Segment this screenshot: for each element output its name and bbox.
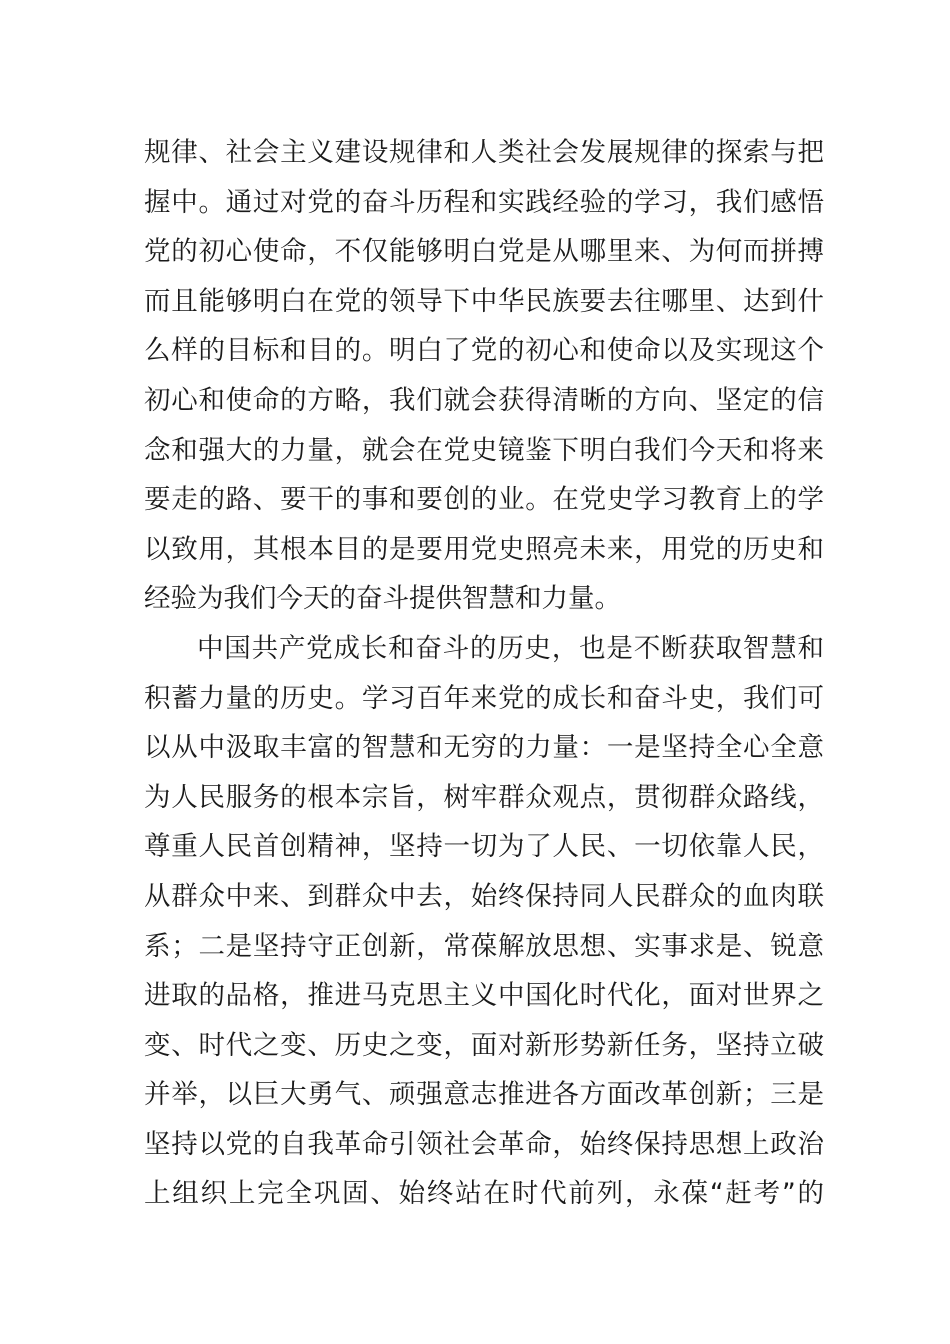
text-line: 而且能够明白在党的领导下中华民族要去往哪里、达到什 xyxy=(144,285,824,317)
text-line: 上组织上完全巩固、始终站在时代前列，永葆“赶考”的 xyxy=(144,1178,824,1210)
paragraph-first-line: 中国共产党成长和奋斗的历史，也是不断获取智慧和 xyxy=(197,632,824,664)
text-line: 要走的路、要干的事和要创的业。在党史学习教育上的学 xyxy=(144,484,824,516)
text-line: 变、时代之变、历史之变，面对新形势新任务，坚持立破 xyxy=(144,1029,824,1061)
text-line: 为人民服务的根本宗旨，树牢群众观点，贯彻群众路线， xyxy=(144,781,824,813)
text-line: 并举，以巨大勇气、顽强意志推进各方面改革创新；三是 xyxy=(144,1079,824,1111)
text-line: 党的初心使命，不仅能够明白党是从哪里来、为何而拼搏 xyxy=(144,236,824,268)
text-line: 规律、社会主义建设规律和人类社会发展规律的探索与把 xyxy=(144,137,824,168)
text-line: 尊重人民首创精神，坚持一切为了人民、一切依靠人民， xyxy=(144,831,824,863)
text-line: 以从中汲取丰富的智慧和无穷的力量：一是坚持全心全意 xyxy=(144,732,824,764)
body-text xyxy=(144,128,824,1219)
text-line: 进取的品格，推进马克思主义中国化时代化，面对世界之 xyxy=(144,980,824,1012)
text-line: 积蓄力量的历史。学习百年来党的成长和奋斗史，我们可 xyxy=(144,682,824,714)
text-line: 念和强大的力量，就会在党史镜鉴下明白我们今天和将来 xyxy=(144,434,824,466)
text-line: 经验为我们今天的奋斗提供智慧和力量。 xyxy=(144,583,621,615)
text-line: 从群众中来、到群众中去，始终保持同人民群众的血肉联 xyxy=(144,880,824,912)
text-line: 坚持以党的自我革命引领社会革命，始终保持思想上政治 xyxy=(144,1128,824,1160)
text-line: 以致用，其根本目的是要用党史照亮未来，用党的历史和 xyxy=(144,533,824,565)
text-line: 初心和使命的方略，我们就会获得清晰的方向、坚定的信 xyxy=(144,384,824,416)
text-line: 握中。通过对党的奋斗历程和实践经验的学习，我们感悟 xyxy=(144,186,824,218)
text-line: 系；二是坚持守正创新，常葆解放思想、实事求是、锐意 xyxy=(144,930,824,962)
text-line: 么样的目标和目的。明白了党的初心和使命以及实现这个 xyxy=(144,335,824,367)
